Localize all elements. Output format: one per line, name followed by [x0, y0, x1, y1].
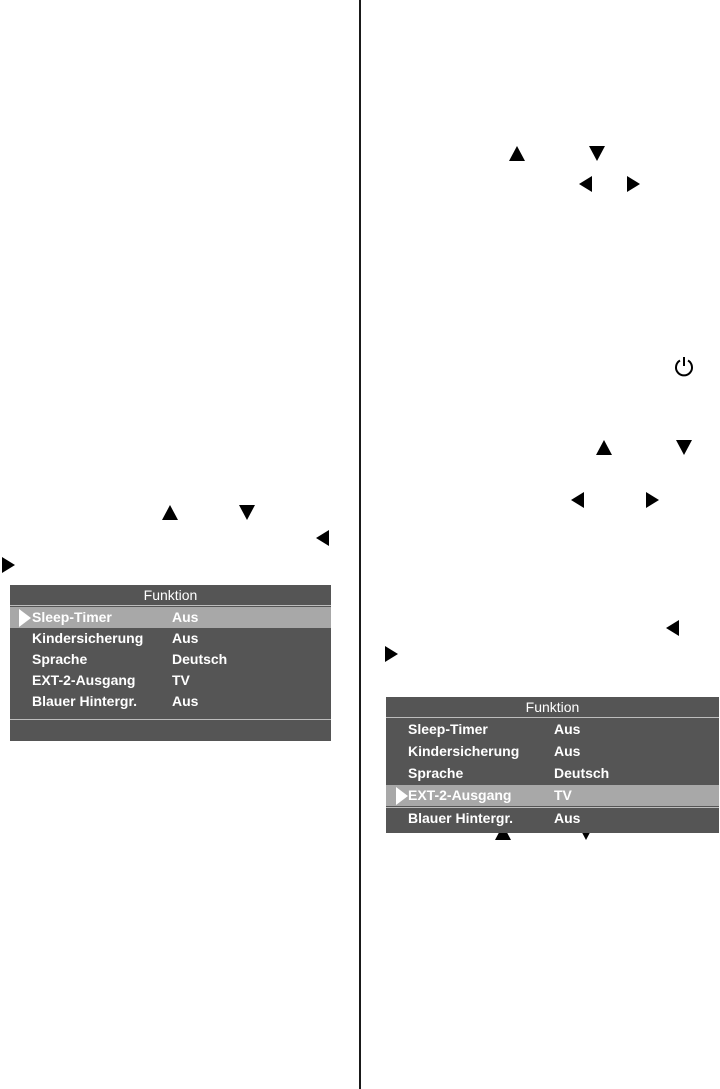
- triangle-right-icon: [2, 557, 15, 573]
- triangle-right-icon: [627, 176, 640, 192]
- triangle-up-icon: [162, 505, 178, 520]
- menu-row-kindersicherung[interactable]: [386, 741, 719, 762]
- menu-row-ext2-ausgang[interactable]: [386, 785, 719, 806]
- triangle-right-icon: [385, 646, 398, 662]
- menu-row-label: Sleep-Timer: [408, 721, 488, 737]
- menu-row-sleep-timer[interactable]: [10, 607, 331, 628]
- menu-row-label: EXT-2-Ausgang: [408, 787, 512, 803]
- menu-row-label: Sleep-Timer: [32, 609, 112, 625]
- menu-title: Funktion: [525, 699, 580, 715]
- menu-row-sprache[interactable]: [10, 649, 331, 670]
- menu-row-label: Blauer Hintergr.: [408, 810, 514, 826]
- triangle-right-icon: [646, 492, 659, 508]
- triangle-up-icon: [596, 440, 612, 455]
- menu-row-label: Blauer Hintergr.: [32, 693, 138, 709]
- menu-row-value: Aus: [554, 743, 581, 759]
- menu-row-value: Aus: [172, 630, 199, 646]
- menu-title: Funktion: [143, 587, 198, 603]
- menu-row-value: Aus: [554, 721, 581, 737]
- triangle-left-icon: [571, 492, 584, 508]
- triangle-left-icon: [316, 530, 329, 546]
- menu-row-kindersicherung[interactable]: [10, 628, 331, 649]
- menu-row-value: TV: [554, 787, 572, 803]
- menu-row-value: Deutsch: [554, 765, 610, 781]
- menu-row-value: Aus: [554, 810, 581, 826]
- menu-row-sprache[interactable]: [386, 763, 719, 784]
- menu-row-blauer-hintergrund[interactable]: [386, 808, 719, 829]
- selection-pointer-icon: [19, 609, 31, 627]
- menu-row-sleep-timer[interactable]: [386, 719, 719, 740]
- column-divider: [359, 0, 361, 1089]
- menu-row-label: Kindersicherung: [32, 630, 144, 646]
- menu-row-label: EXT-2-Ausgang: [32, 672, 136, 688]
- menu-row-value: TV: [172, 672, 190, 688]
- triangle-down-icon: [239, 505, 255, 520]
- function-menu-right: [386, 697, 719, 833]
- triangle-down-icon: [589, 146, 605, 161]
- triangle-left-icon: [666, 620, 679, 636]
- menu-row-value: Aus: [172, 693, 199, 709]
- menu-row-blauer-hintergrund[interactable]: [10, 691, 331, 712]
- power-icon: [673, 355, 695, 377]
- function-menu-left: [10, 585, 331, 741]
- menu-row-value: Aus: [172, 609, 199, 625]
- selection-pointer-icon: [396, 787, 408, 805]
- menu-row-ext2-ausgang[interactable]: [10, 670, 331, 691]
- triangle-up-icon: [509, 146, 525, 161]
- menu-row-label: Kindersicherung: [408, 743, 520, 759]
- menu-row-label: Sprache: [32, 651, 88, 667]
- triangle-down-icon: [676, 440, 692, 455]
- menu-row-value: Deutsch: [172, 651, 228, 667]
- menu-row-label: Sprache: [408, 765, 464, 781]
- triangle-left-icon: [579, 176, 592, 192]
